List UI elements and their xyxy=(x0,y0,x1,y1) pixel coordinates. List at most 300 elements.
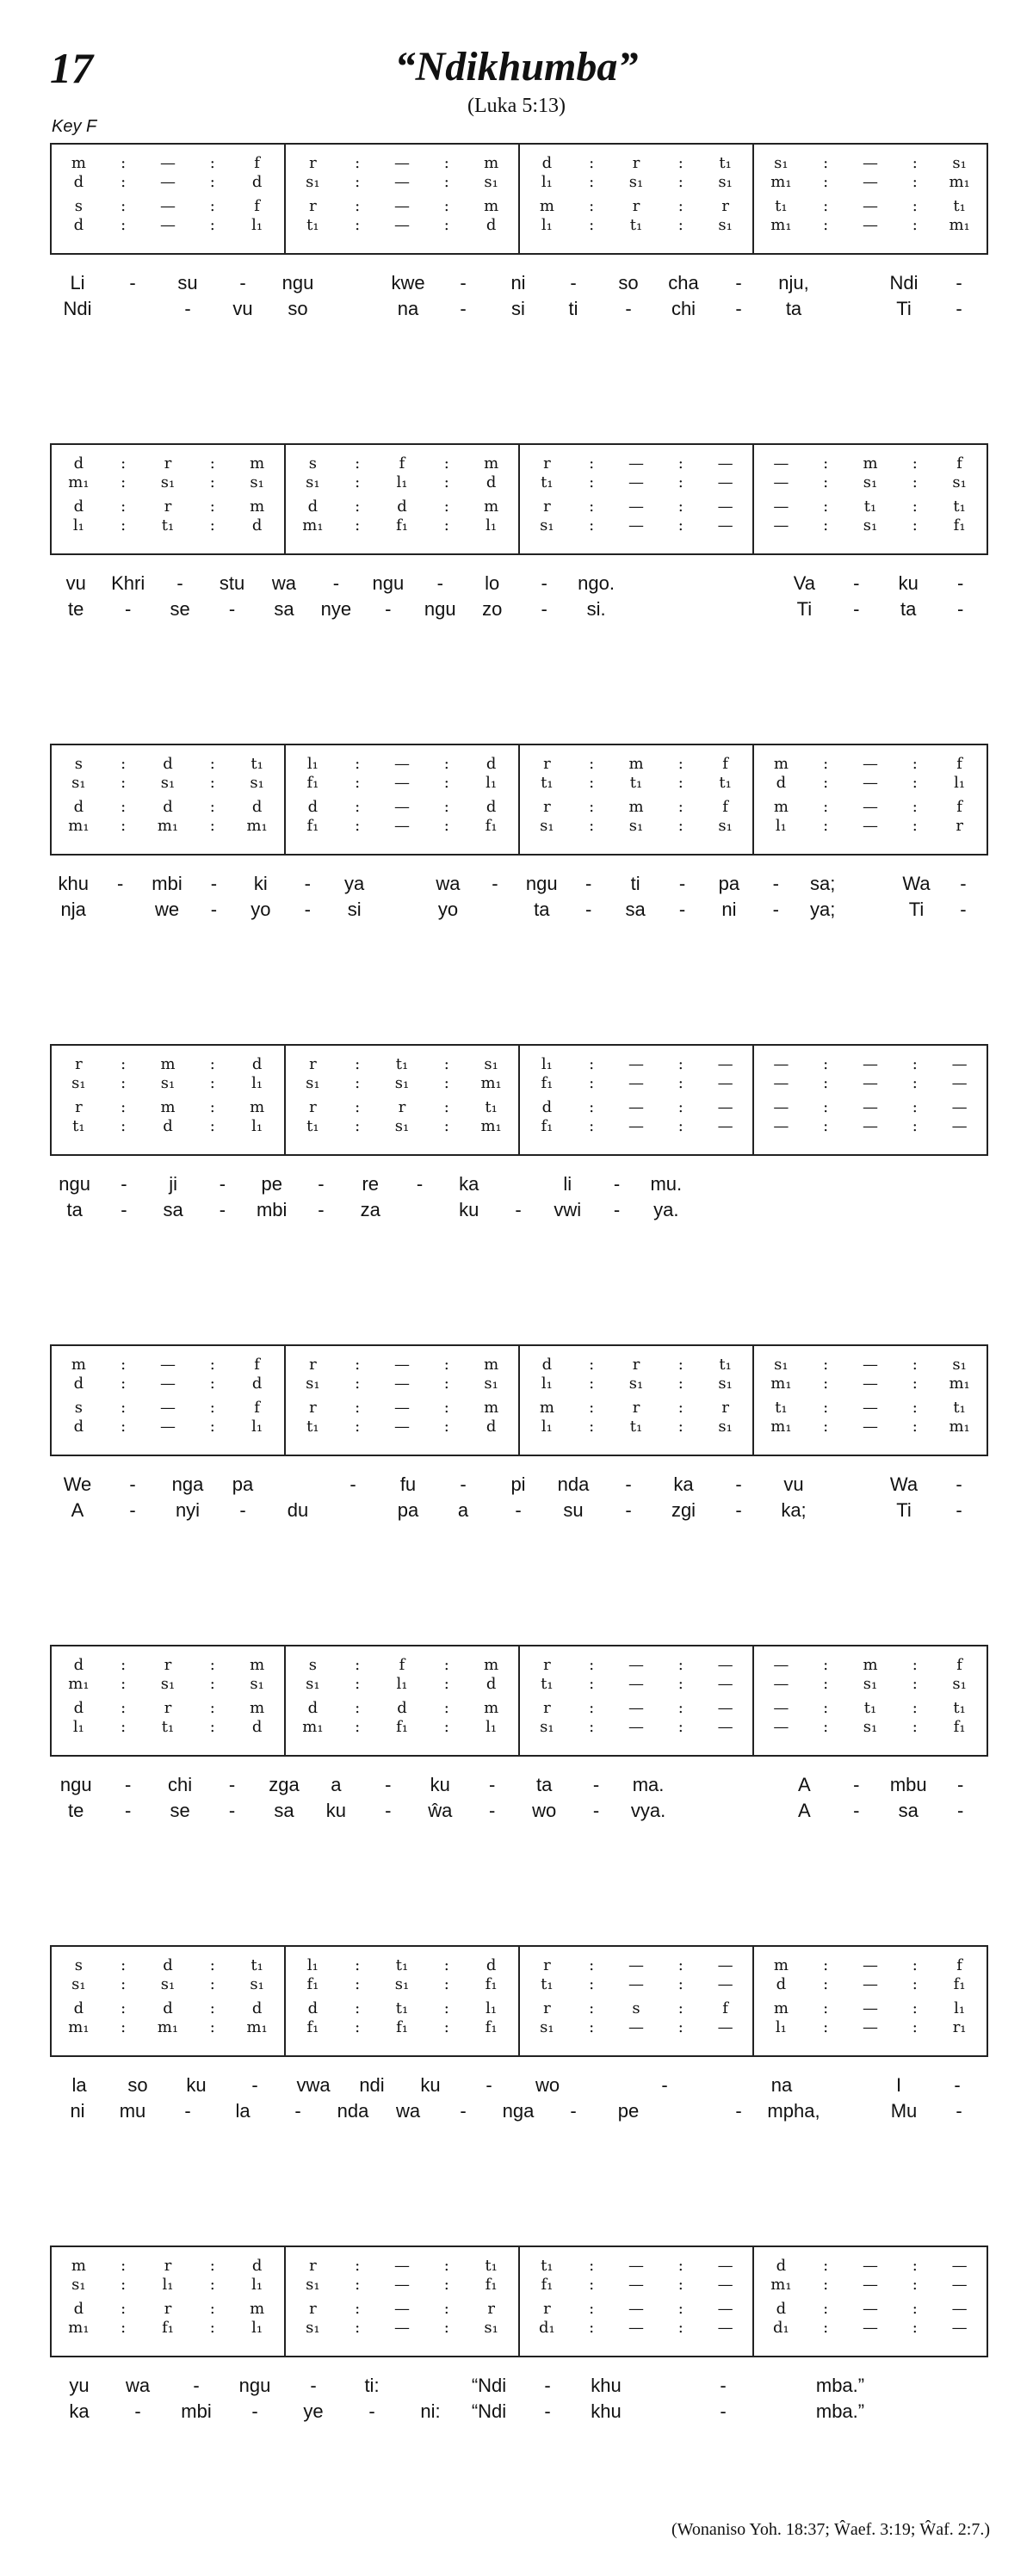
solfa-note: : xyxy=(589,2018,595,2036)
voice-row xyxy=(754,1974,987,1995)
solfa-note: r xyxy=(75,1098,83,1116)
voice-row xyxy=(754,816,987,837)
solfa-note: : xyxy=(443,1718,449,1736)
solfa-note: : xyxy=(823,1055,829,1073)
solfa-note: s₁ xyxy=(306,1675,320,1693)
syllable: su xyxy=(177,272,198,293)
voice-row xyxy=(52,153,284,174)
solfa-note: l₁ xyxy=(251,216,263,234)
solfa-note: : xyxy=(209,1675,215,1693)
music-system xyxy=(50,1344,987,1521)
solfa-note: r xyxy=(487,2300,495,2318)
voice-row xyxy=(754,1955,987,1976)
lyric-line xyxy=(50,2073,987,2098)
solfa-note: : xyxy=(209,755,215,773)
syllable: ta xyxy=(535,1774,553,1795)
syllable: - xyxy=(592,1800,600,1821)
solfa-note: : xyxy=(443,497,449,516)
solfa-note: d xyxy=(73,173,84,191)
syllable: mu. xyxy=(650,1173,683,1195)
solfa-note: m₁ xyxy=(770,1374,792,1393)
lyric-line xyxy=(50,596,987,622)
syllable: vu xyxy=(232,298,253,319)
solfa-note: : xyxy=(209,197,215,215)
syllable: ŵa xyxy=(428,1800,453,1821)
solfa-note: — xyxy=(160,154,176,172)
syllable: - xyxy=(954,2074,961,2096)
solfa-note: : xyxy=(443,473,449,491)
voice-row xyxy=(52,516,284,536)
solfa-note: : xyxy=(677,755,684,773)
syllable: ti: xyxy=(364,2375,380,2396)
solfa-note: s₁ xyxy=(71,1074,86,1092)
syllable: si xyxy=(511,298,525,319)
voice-row xyxy=(52,497,284,517)
solfa-note: f₁ xyxy=(162,2319,174,2337)
syllable: - xyxy=(661,2074,668,2096)
syllable: ku xyxy=(420,2074,441,2096)
syllable: sa xyxy=(625,899,646,920)
voice-row xyxy=(286,2256,518,2276)
solfa-note: — xyxy=(160,1356,176,1374)
solfa-note: : xyxy=(443,154,449,172)
solfa-note: s xyxy=(74,1956,84,1974)
syllable: sa xyxy=(898,1800,919,1821)
voice-row xyxy=(52,1073,284,1094)
solfa-note: l₁ xyxy=(541,1374,553,1393)
solfa-note: l₁ xyxy=(396,473,408,491)
solfa-note: s₁ xyxy=(718,173,733,191)
solfa-note: : xyxy=(355,1399,361,1417)
solfa-note: d xyxy=(73,798,84,816)
syllable: ti xyxy=(568,298,578,319)
voice-row xyxy=(520,473,752,493)
solfa-note: — xyxy=(863,2018,878,2036)
solfa-note: l₁ xyxy=(251,2319,263,2337)
syllable: - xyxy=(124,1800,132,1821)
solfa-note: : xyxy=(355,2319,361,2337)
voice-row xyxy=(520,2299,752,2320)
voice-row xyxy=(520,1998,752,2019)
voice-row xyxy=(286,497,518,517)
measure xyxy=(752,1346,987,1455)
solfa-note: s₁ xyxy=(484,1374,498,1393)
solfa-note: : xyxy=(355,473,361,491)
syllable: du xyxy=(287,1499,309,1521)
syllable: yu xyxy=(69,2375,90,2396)
solfa-note: : xyxy=(355,755,361,773)
solfa-note: : xyxy=(912,1656,918,1674)
syllable: a xyxy=(457,1499,469,1521)
solfa-note: m xyxy=(250,1098,265,1116)
solfa-note: — xyxy=(394,197,410,215)
syllable: Ndi xyxy=(63,298,92,319)
solfa-note: d xyxy=(163,798,173,816)
syllable: - xyxy=(124,1774,132,1795)
solfa-note: : xyxy=(355,1675,361,1693)
solfa-note: l₁ xyxy=(954,774,966,792)
solfa-note: l₁ xyxy=(486,1718,498,1736)
measure xyxy=(284,745,518,854)
solfa-note: : xyxy=(209,154,215,172)
solfa-note: d xyxy=(251,1999,263,2017)
solfa-note: d xyxy=(307,798,319,816)
syllable: - xyxy=(134,2400,141,2422)
solfa-note: — xyxy=(863,798,878,816)
measure xyxy=(52,2247,284,2356)
syllable: - xyxy=(613,1173,621,1195)
solfa-note: — xyxy=(394,1356,410,1374)
syllable: - xyxy=(460,2100,467,2122)
syllable: zgi xyxy=(671,1499,696,1521)
solfa-note: : xyxy=(209,454,215,473)
solfa-note: r xyxy=(543,2300,551,2318)
solfa-note: t₁ xyxy=(863,1699,877,1717)
solfa-note: : xyxy=(823,2257,829,2275)
lyric-line xyxy=(50,1197,987,1223)
solfa-staff xyxy=(50,744,988,856)
lyrics-block xyxy=(50,571,987,622)
solfa-note: : xyxy=(209,2319,215,2337)
solfa-note: d xyxy=(163,755,173,773)
voice-row xyxy=(520,196,752,217)
syllable: We xyxy=(63,1473,92,1495)
solfa-note: : xyxy=(677,1117,684,1135)
syllable: wo xyxy=(535,2074,560,2096)
solfa-note: : xyxy=(209,516,215,534)
solfa-note: — xyxy=(863,1074,878,1092)
syllable: ni xyxy=(721,899,737,920)
solfa-note: s₁ xyxy=(774,154,789,172)
voice-row xyxy=(754,1398,987,1418)
solfa-note: : xyxy=(912,1418,918,1436)
solfa-note: : xyxy=(355,516,361,534)
solfa-note: t₁ xyxy=(485,2257,498,2275)
solfa-note: l₁ xyxy=(486,516,498,534)
syllable: - xyxy=(228,1800,236,1821)
solfa-note: s₁ xyxy=(628,173,644,191)
solfa-note: : xyxy=(912,1399,918,1417)
solfa-note: : xyxy=(355,454,361,473)
syllable: vu xyxy=(65,572,86,594)
lyric-line xyxy=(50,270,987,296)
syllable: ku xyxy=(325,1800,347,1821)
syllable: - xyxy=(184,298,191,319)
solfa-note: m xyxy=(863,454,878,473)
solfa-note: : xyxy=(209,1374,215,1393)
solfa-note: s xyxy=(632,1999,640,2017)
voice-row xyxy=(520,797,752,818)
syllable: ni xyxy=(70,2100,85,2122)
solfa-note: : xyxy=(121,1074,127,1092)
solfa-note: : xyxy=(589,1718,595,1736)
solfa-note: — xyxy=(628,2018,644,2036)
solfa-note: d xyxy=(73,1699,84,1717)
solfa-note: : xyxy=(209,817,215,835)
solfa-note: : xyxy=(443,1399,449,1417)
solfa-note: r xyxy=(75,1055,83,1073)
voice-row xyxy=(286,215,518,236)
syllable: - xyxy=(368,2400,375,2422)
lyric-line xyxy=(50,1498,987,1523)
syllable: Ti xyxy=(896,1499,912,1521)
solfa-note: m₁ xyxy=(302,516,324,534)
syllable: - xyxy=(294,2100,301,2122)
solfa-note: s₁ xyxy=(718,216,733,234)
solfa-note: — xyxy=(863,1374,878,1393)
solfa-note: : xyxy=(823,473,829,491)
solfa-note: — xyxy=(863,2276,878,2294)
solfa-note: : xyxy=(121,1699,127,1717)
measure xyxy=(752,745,987,854)
solfa-note: : xyxy=(121,2319,127,2337)
solfa-note: : xyxy=(443,454,449,473)
solfa-note: : xyxy=(912,173,918,191)
voice-row xyxy=(286,2318,518,2338)
solfa-note: : xyxy=(823,1656,829,1674)
syllable: na xyxy=(770,2074,793,2096)
solfa-note: : xyxy=(355,154,361,172)
solfa-note: s₁ xyxy=(250,473,264,491)
syllable: ka xyxy=(673,1473,694,1495)
syllable: - xyxy=(956,2100,962,2122)
solfa-note: : xyxy=(443,1098,449,1116)
solfa-note: d xyxy=(73,1374,84,1393)
lyric-line xyxy=(50,296,987,322)
solfa-note: f xyxy=(254,154,260,172)
solfa-note: t₁ xyxy=(306,216,319,234)
solfa-note: — xyxy=(394,173,410,191)
solfa-note: m xyxy=(250,1656,265,1674)
solfa-note: : xyxy=(209,173,215,191)
solfa-note: : xyxy=(677,2018,684,2036)
solfa-note: f₁ xyxy=(953,1718,966,1736)
voice-row xyxy=(754,2318,987,2338)
syllable: stu xyxy=(219,572,245,594)
solfa-note: : xyxy=(355,216,361,234)
voice-row xyxy=(286,1398,518,1418)
solfa-note: m xyxy=(863,1656,878,1674)
solfa-note: — xyxy=(717,1699,733,1717)
solfa-note: — xyxy=(717,516,733,534)
solfa-note: — xyxy=(773,1718,789,1736)
solfa-note: : xyxy=(589,1117,595,1135)
solfa-note: : xyxy=(912,2018,918,2036)
voice-row xyxy=(754,1097,987,1118)
solfa-note: f₁ xyxy=(306,774,319,792)
voice-row xyxy=(52,1054,284,1075)
solfa-note: : xyxy=(443,1418,449,1436)
solfa-note: : xyxy=(677,1956,684,1974)
voice-row xyxy=(286,1374,518,1394)
solfa-note: f₁ xyxy=(485,1975,498,1993)
solfa-note: s₁ xyxy=(540,1718,554,1736)
solfa-note: t₁ xyxy=(541,473,554,491)
syllable: ngu xyxy=(59,1774,92,1795)
syllable: ya xyxy=(344,873,365,894)
syllable: - xyxy=(210,873,218,894)
solfa-note: : xyxy=(443,1699,449,1717)
solfa-note: m xyxy=(484,197,499,215)
syllable: A xyxy=(798,1774,811,1795)
syllable: - xyxy=(772,899,779,920)
solfa-note: — xyxy=(863,1418,878,1436)
voice-row xyxy=(52,1355,284,1375)
syllable: mu xyxy=(119,2100,146,2122)
solfa-note: d xyxy=(307,1999,319,2017)
voice-row xyxy=(754,473,987,493)
syllable: - xyxy=(385,1800,392,1821)
solfa-note: : xyxy=(589,774,595,792)
solfa-note: : xyxy=(912,774,918,792)
solfa-note: d xyxy=(486,216,497,234)
syllable: - xyxy=(251,2074,258,2096)
solfa-note: s₁ xyxy=(863,473,878,491)
solfa-note: : xyxy=(121,454,127,473)
solfa-staff xyxy=(50,1645,988,1757)
solfa-note: s₁ xyxy=(484,2319,498,2337)
solfa-note: r xyxy=(543,454,551,473)
syllable: - xyxy=(544,2375,551,2396)
solfa-note: — xyxy=(628,1956,644,1974)
voice-row xyxy=(286,153,518,174)
voice-row xyxy=(52,1655,284,1676)
solfa-note: : xyxy=(589,2300,595,2318)
solfa-note: : xyxy=(209,1718,215,1736)
solfa-note: m₁ xyxy=(68,1675,90,1693)
solfa-note: : xyxy=(589,497,595,516)
solfa-note: l₁ xyxy=(251,1117,263,1135)
solfa-note: : xyxy=(912,817,918,835)
voice-row xyxy=(52,1698,284,1719)
syllable: - xyxy=(592,1774,600,1795)
syllable: - xyxy=(460,298,467,319)
solfa-note: d xyxy=(486,1675,497,1693)
solfa-note: r xyxy=(632,1399,640,1417)
solfa-note: m₁ xyxy=(157,817,179,835)
solfa-note: : xyxy=(912,497,918,516)
solfa-note: : xyxy=(355,798,361,816)
solfa-note: — xyxy=(717,1055,733,1073)
solfa-note: m xyxy=(484,1399,499,1417)
solfa-note: : xyxy=(355,1699,361,1717)
solfa-note: : xyxy=(355,497,361,516)
syllable: - xyxy=(570,272,577,293)
solfa-note: : xyxy=(589,1356,595,1374)
solfa-note: : xyxy=(677,516,684,534)
solfa-note: s₁ xyxy=(484,1055,498,1073)
syllable: - xyxy=(332,572,340,594)
syllable: su xyxy=(563,1499,584,1521)
solfa-note: : xyxy=(355,2300,361,2318)
solfa-note: t₁ xyxy=(72,1117,85,1135)
solfa-note: f xyxy=(722,1999,728,2017)
solfa-note: d xyxy=(251,1718,263,1736)
solfa-note: m₁ xyxy=(770,216,792,234)
voice-row xyxy=(286,172,518,193)
solfa-note: m₁ xyxy=(949,1374,970,1393)
solfa-note: : xyxy=(912,1117,918,1135)
solfa-note: : xyxy=(823,1374,829,1393)
solfa-note: — xyxy=(863,1356,878,1374)
voice-row xyxy=(520,1116,752,1137)
hymn-number: 17 xyxy=(50,44,93,92)
solfa-note: — xyxy=(394,2276,410,2294)
syllable: - xyxy=(310,2375,317,2396)
solfa-note: t₁ xyxy=(251,1956,263,1974)
syllable: chi xyxy=(671,298,696,319)
solfa-note: s₁ xyxy=(718,817,733,835)
solfa-note: : xyxy=(443,2018,449,2036)
syllable: - xyxy=(544,2400,551,2422)
solfa-note: — xyxy=(773,516,789,534)
voice-row xyxy=(52,1998,284,2019)
solfa-note: : xyxy=(677,1999,684,2017)
solfa-note: : xyxy=(209,1098,215,1116)
syllable: Khri xyxy=(111,572,145,594)
solfa-note: : xyxy=(823,1399,829,1417)
solfa-note: — xyxy=(863,1956,878,1974)
solfa-note: : xyxy=(443,1675,449,1693)
solfa-note: d xyxy=(251,2257,263,2275)
solfa-note: — xyxy=(773,1675,789,1693)
syllable: so xyxy=(127,2074,148,2096)
solfa-note: — xyxy=(160,197,176,215)
solfa-note: : xyxy=(677,817,684,835)
syllable: Wa xyxy=(902,873,931,894)
solfa-note: m₁ xyxy=(949,216,970,234)
solfa-note: d xyxy=(541,1356,553,1374)
solfa-note: : xyxy=(443,798,449,816)
syllable: na xyxy=(397,298,419,319)
voice-row xyxy=(52,1974,284,1995)
voice-row xyxy=(754,1355,987,1375)
solfa-note: : xyxy=(912,1975,918,1993)
solfa-note: l₁ xyxy=(775,2018,787,2036)
solfa-note: : xyxy=(443,1975,449,1993)
syllable: - xyxy=(541,598,547,620)
solfa-note: : xyxy=(589,755,595,773)
solfa-note: : xyxy=(589,454,595,473)
syllable: - xyxy=(585,899,592,920)
solfa-note: d xyxy=(163,1956,173,1974)
solfa-note: t₁ xyxy=(953,1399,966,1417)
solfa-note: d xyxy=(307,497,319,516)
solfa-note: m xyxy=(484,497,499,516)
voice-row xyxy=(286,1674,518,1695)
solfa-note: r xyxy=(632,197,640,215)
solfa-note: : xyxy=(443,197,449,215)
voice-row xyxy=(52,1417,284,1437)
solfa-note: : xyxy=(209,216,215,234)
solfa-note: m xyxy=(484,454,499,473)
syllable: “Ndi xyxy=(471,2375,507,2396)
syllable: chi xyxy=(168,1774,193,1795)
solfa-note: f xyxy=(254,197,260,215)
voice-row xyxy=(286,2275,518,2295)
solfa-note: : xyxy=(912,473,918,491)
voice-row xyxy=(754,454,987,474)
solfa-note: s xyxy=(308,454,318,473)
voice-row xyxy=(754,1374,987,1394)
solfa-note: : xyxy=(121,2018,127,2036)
lyric-line xyxy=(50,2399,987,2425)
solfa-note: s₁ xyxy=(394,1074,410,1092)
solfa-note: — xyxy=(717,1074,733,1092)
solfa-note: : xyxy=(823,454,829,473)
syllable: - xyxy=(956,298,962,319)
voice-row xyxy=(520,1097,752,1118)
